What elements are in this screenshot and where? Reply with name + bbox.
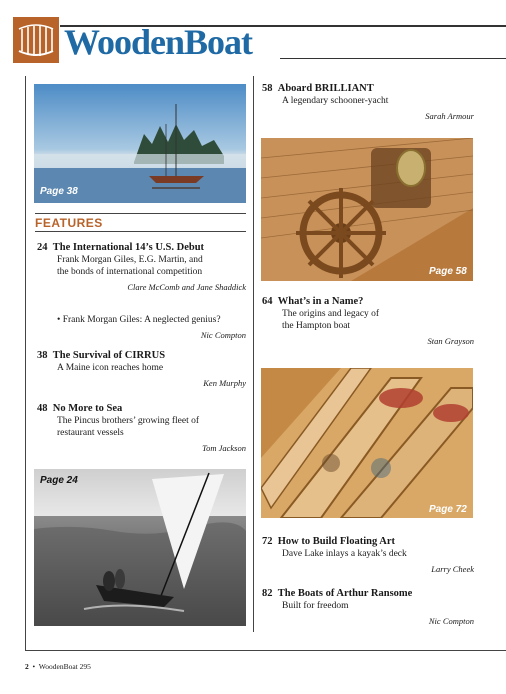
entry-description: restaurant vessels [57,428,124,438]
bottom-rule [25,650,506,651]
column-divider [253,76,254,632]
photo-page-58 [261,138,473,281]
entry-description: A legendary schooner-yacht [282,96,389,106]
features-rule-top [35,213,246,214]
features-heading: FEATURES [35,216,103,230]
entry-description: Frank Morgan Giles, E.G. Martin, and [57,255,203,265]
photo-label: Page 72 [429,504,467,515]
footer-separator: • [32,662,36,671]
entry-title: 72 How to Build Floating Art [262,536,396,547]
entry-author: Nic Compton [200,330,246,340]
features-rule-bottom [35,231,246,232]
entry-title: 24 The International 14’s U.S. Debut [37,242,205,253]
entry-title: 82 The Boats of Arthur Ransome [262,588,413,599]
header-rule-right [280,58,506,59]
toc-entry[interactable] [262,535,474,575]
entry-author: Sarah Armour [425,111,474,121]
entry-author: Ken Murphy [203,378,246,388]
page-footer [25,662,91,671]
entry-description: The Pincus brothers’ growing fleet of [57,416,200,426]
entry-title: 48 No More to Sea [37,403,123,414]
entry-description: The origins and legacy of [282,309,380,319]
page-number: 2 [25,662,29,671]
entry-title: 38 The Survival of CIRRUS [37,350,166,361]
entry-description: the Hampton boat [282,321,351,331]
toc-entry[interactable] [262,295,474,347]
toc-sub-entry[interactable] [37,314,246,341]
toc-entry[interactable] [37,241,246,293]
magazine-title: WoodenBoat [64,22,253,62]
photo-label: Page 58 [429,266,467,277]
photo-label: Page 24 [40,475,78,486]
toc-entry[interactable] [262,82,474,122]
photo-label: Page 38 [40,186,78,197]
entry-description: Dave Lake inlays a kayak’s deck [282,549,407,559]
left-border [25,76,26,650]
toc-entry[interactable] [37,402,246,454]
entry-bullet: • Frank Morgan Giles: A neglected genius? [57,315,221,325]
entry-description: A Maine icon reaches home [57,363,164,373]
entry-title: 64 What’s in a Name? [262,296,364,307]
entry-description: Built for freedom [282,601,349,611]
entry-description: the bonds of international competition [57,267,203,277]
entry-author: Tom Jackson [202,443,246,453]
issue-label: WoodenBoat 295 [38,662,91,671]
entry-author: Larry Cheek [431,564,474,574]
photo-page-38 [34,84,246,203]
logo-icon [13,17,59,63]
entry-title: 58 Aboard BRILLIANT [262,83,374,94]
entry-author: Clare McComb and Jane Shaddick [127,282,246,292]
entry-author: Nic Compton [428,616,474,626]
toc-entry[interactable] [262,587,474,627]
entry-author: Stan Grayson [427,336,474,346]
toc-entry[interactable] [37,349,246,389]
photo-page-24 [34,469,246,626]
photo-page-72 [261,368,473,518]
